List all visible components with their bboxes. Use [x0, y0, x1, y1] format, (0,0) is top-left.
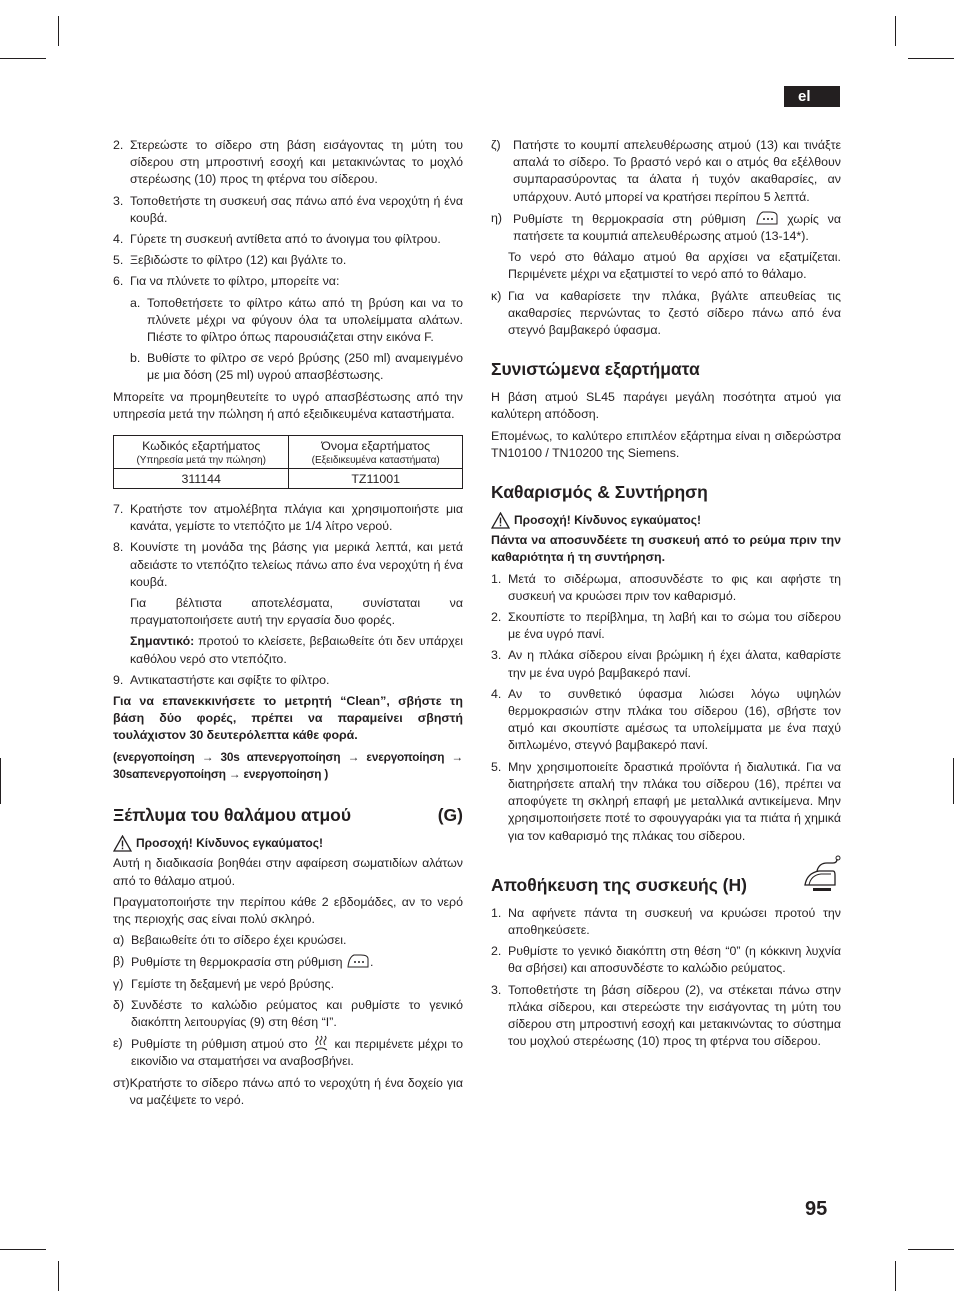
list-item [113, 953, 463, 971]
table-header-name-title: Όνομα εξαρτήματος [321, 439, 431, 454]
cleaning-steps-list [491, 571, 841, 845]
crop-mark [58, 16, 59, 46]
cleaning-section-title: Καθαρισμός & Συντήρηση [491, 482, 708, 503]
table-header-name [289, 436, 463, 469]
rinse-section-title [113, 805, 463, 825]
table-row [114, 469, 463, 489]
list-item-text: Πατήστε το κουμπί απελευθέρωσης ατμού (13) και τινάξτε απαλά το σίδερο. Το βραστό νερό και ο ατμός θα εξέλθουν συμπαρασύροντας τα άλατα ή τυχόν ακαθαρσίες, αν υπάρχουν. Αυτό μπορεί να κρατήσει περίπου 5 λεπτά. [513, 138, 841, 204]
list-item [491, 686, 841, 755]
list-item-text: Κουνίστε τη μονάδα της βάσης για μερικά λεπτά, και μετά αδειάστε το ντεπόζιτο τελείως πάνω απο ένα νεροχύτη ή ένα κουβά. [130, 540, 463, 589]
list-item-text: Αν η πλάκα σίδερου είναι βρώμικη ή έχει άλατα, καθαρίστε την με ένα υγρό βαμβακερό πανί. [508, 648, 841, 680]
list-item-text: Βυθίστε το φίλτρο σε νερό βρύσης (250 ml) αναμειγμένο με μια δόση (25 ml) υγρού απασβέστωσης. [147, 351, 463, 383]
list-item-number: 2. [491, 944, 502, 959]
list-item-number: 1. [491, 571, 502, 586]
list-item-text: Αντικαταστήστε και σφίξτε το φίλτρο. [130, 672, 330, 687]
warning-text: Προσοχή! Κίνδυνος εγκαύματος! [514, 513, 701, 528]
list-item-text: Μετά το σιδέρωμα, αποσυνδέστε το φις και αφήστε τη συσκευή να κρυώσει πριν τον καθαρισμό. [508, 571, 841, 603]
list-item [491, 905, 841, 939]
list-item [491, 609, 841, 643]
list-item [491, 137, 841, 206]
list-item-number: ζ) [491, 138, 501, 152]
table-cell-code: 311144 [114, 469, 289, 489]
temperature-max-icon [755, 210, 779, 226]
crop-mark [58, 1261, 59, 1291]
list-item [130, 295, 463, 347]
crop-mark [0, 758, 1, 804]
list-item [113, 672, 463, 689]
list-item [491, 943, 841, 977]
list-item-text: Ξεβιδώστε το φίλτρο (12) και βγάλτε το. [130, 253, 347, 268]
list-item-text: Κρατήστε τον ατμολέβητα πλάγια και χρησιμοποιήστε μια κανάτα, γεμίστε το ντεπόζιτο με 1/4 λίτρο νερού. [130, 502, 463, 534]
list-item [491, 210, 841, 245]
storage-steps-list [491, 905, 841, 1051]
list-item-number: 3. [113, 193, 124, 208]
list-item-number: 7. [113, 502, 124, 517]
crop-mark [908, 58, 954, 59]
list-item-number: α) [113, 933, 125, 948]
list-item-number: 5. [491, 759, 502, 774]
list-item-text [131, 953, 463, 971]
list-item [491, 982, 841, 1051]
list-item [130, 350, 463, 384]
list-item [113, 932, 463, 949]
list-item-text: Σκουπίστε το περίβλημα, τη λαβή και το σώμα του σίδερου με ένα υγρό πανί. [508, 610, 841, 642]
important-paragraph [130, 633, 463, 667]
reset-sequence: (ενεργοποίηση → 30s απενεργοποίηση → ενεργοποίηση → 30sαπενεργοποίηση → ενεργοποίηση ) [113, 749, 463, 781]
list-item-text [131, 1035, 463, 1070]
accessories-paragraph-2: Επομένως, το καλύτερο επιπλέον εξάρτημα είναι η σιδερώστρα TN10100 / TN10200 της Siemens. [491, 428, 841, 460]
table-cell-name: TZ11001 [289, 469, 463, 489]
crop-mark [0, 58, 46, 59]
warning-icon [113, 835, 132, 852]
storage-section-title [491, 873, 841, 895]
list-item-number: 1. [491, 905, 502, 920]
list-item-text: Τοποθετήσετε το φίλτρο κάτω από τη βρύση και να το πλύνετε μέχρι να φύγουν όλα τα υπολείμματα αλάτων. Πιέστε το φίλτρο όπως παρουσιάζεται στην εικόνα F. [147, 295, 463, 345]
left-column [113, 137, 463, 1113]
list-item-text-part: . [369, 955, 374, 970]
list-item-number: 2. [491, 610, 502, 625]
list-item-number: 8. [113, 540, 124, 555]
important-label: Σημαντικό: [130, 634, 195, 649]
steps-list-b [113, 501, 463, 591]
list-item [491, 647, 841, 681]
list-item-number: 6. [113, 274, 124, 289]
list-item-text-part: και περιμένετε μέχρι το εικονίδιο να σταματήσει να αναβοσβήνει. [131, 1037, 463, 1069]
list-item [113, 252, 463, 269]
list-item-text: Τοποθετήστε τη συσκευή σας πάνω από ένα νεροχύτη ή ένα κουβά. [130, 193, 463, 225]
list-item [113, 273, 463, 290]
warning-text: Προσοχή! Κίνδυνος εγκαύματος! [136, 836, 323, 851]
table-header-name-sub: (Εξειδικευμένα καταστήματα) [311, 455, 440, 467]
sub-steps-list [130, 295, 463, 385]
crop-mark [908, 1249, 954, 1250]
list-item [113, 231, 463, 248]
list-item-text: Να αφήνετε πάντα τη συσκευή να κρυώσει προτού την αποθηκεύσετε. [508, 905, 841, 937]
parts-table [113, 435, 463, 489]
list-item-number: στ) [113, 1075, 130, 1090]
unplug-notice: Πάντα να αποσυνδέετε τη συσκευή από το ρεύμα πριν την καθαριότητα ή τη συντήρηση. [491, 533, 841, 565]
list-item-number: δ) [113, 997, 125, 1012]
crop-mark [895, 1261, 896, 1291]
list-item-number: 9. [113, 672, 124, 687]
list-item-text-part: Ρυθμίστε τη ρύθμιση ατμού στο [131, 1037, 313, 1052]
list-item-number: 3. [491, 648, 502, 663]
list-item-number: γ) [113, 976, 124, 991]
list-item-text [513, 210, 841, 245]
temperature-max-icon [346, 953, 370, 969]
list-item-number: β) [113, 954, 125, 969]
important-text: προτού το κλείσετε, βεβαιωθείτε ότι δεν υπάρχει καθόλου νερό στο ντεπόζιτο. [130, 634, 463, 666]
list-item-text: Για να καθαρίσετε την πλάκα, βγάλτε απευθείας τις ακαθαρσίες περνώντας το ζεστό σίδερο πάνω από ένα στεγνό βαμβακερό ύφασμα. [508, 288, 841, 338]
list-item-text: Βεβαιωθείτε ότι το σίδερο έχει κρυώσει. [131, 933, 347, 948]
reset-counter-paragraph: Για να επανεκκινήσετε το μετρητή “Clean”, σβήστε τη βάση δύο φορές, πρέπει να παραμείνει σβηστή τουλάχιστον 30 δευτερόλεπτα κάθε φορά. [113, 694, 463, 743]
list-item-number: 4. [491, 686, 502, 701]
list-item-text: Ρυθμίστε το γενικό διακόπτη στη θέση “0” (η κόκκινη λυχνία θα σβήσει) και αποσυνδέστε το καλώδιο ρεύματος. [508, 944, 841, 976]
list-item-number: 5. [113, 253, 124, 268]
list-item [491, 288, 841, 340]
list-item-number: 4. [113, 232, 124, 247]
list-item-number: 3. [491, 982, 502, 997]
steam-setting-icon [312, 1035, 330, 1051]
list-item-number: b. [130, 351, 141, 366]
list-item-number: a. [130, 295, 141, 310]
list-item-number: 2. [113, 138, 124, 152]
list-item-text: Τοποθετήστε τη βάση σίδερου (2), να στέκεται πάνω στην πλάκα σίδερου, και στερεώστε την εισάγοντας τη μύτη του σίδερου στη μπροστινή εσοχή και μετακινώντας το σύστημα του μοχλού στερέωσης (10) προς τη φτέρνα του σίδερου. [508, 982, 841, 1049]
list-item-text: Αν το συνθετικό ύφασμα λιώσει λόγω υψηλών θερμοκρασιών στην πλάκα του σίδερου (16), σβήστε τον ατμό και σκουπίστε αμέσως τα υπολείμματα με ένα παχύ διπλωμένο, στεγνό βαμβακερό πανί. [508, 686, 841, 753]
crop-mark [0, 1249, 46, 1250]
warning-icon [491, 512, 510, 529]
list-item-text: Γεμίστε τη δεξαμενή με νερό βρύσης. [131, 976, 335, 991]
burn-warning [491, 512, 841, 529]
rinse-title-text: Ξέπλυμα του θαλάμου ατμού [113, 805, 352, 826]
list-item [113, 976, 463, 993]
crop-mark [895, 16, 896, 46]
list-item [113, 137, 463, 189]
evaporation-note: Το νερό στο θάλαμο ατμού θα αρχίσει να εξατμίζεται. Περιμένετε μέχρι να εξατμιστεί το νερό από το θάλαμο. [508, 250, 841, 282]
list-item-text: Μην χρησιμοποιείτε δραστικά προϊόντα ή διαλυτικά. Για να διατηρήσετε απαλή την πλάκα του σίδερου (16), πρέπει να αποφύγετε τη σκληρή επαφή με μεταλλικά αντικείμενα. Μην χρησιμοποιήσετε ποτέ το σφουγγαράκι για τα πιάτα ή χημικά για τον καθαρισμό της πλάκας του σίδερου. [508, 759, 841, 843]
list-item [113, 193, 463, 227]
list-item-text-part: χωρίς να πατήσετε τα κουμπιά απελευθέρωσης ατμού (13-14*). [513, 211, 841, 244]
list-item-text: Γύρετε τη συσκευή αντίθετα από το άνοιγμα του φίλτρου. [130, 232, 441, 247]
list-item-text: Για να πλύνετε το φίλτρο, μπορείτε να: [130, 274, 340, 289]
storage-title-text: Αποθήκευση της συσκευής (H) [491, 874, 747, 895]
rinse-title-tag: (G) [437, 805, 463, 826]
list-item [491, 571, 841, 605]
accessories-section-title: Συνιστώμενα εξαρτήματα [491, 359, 700, 380]
table-header-code-sub: (Υπηρεσία μετά την πώληση) [136, 455, 266, 467]
steps-list-a [113, 137, 463, 291]
list-item [113, 501, 463, 535]
table-header-code-title: Κωδικός εξαρτήματος [142, 439, 261, 454]
list-item [113, 1035, 463, 1070]
burn-warning [113, 835, 463, 852]
list-item-text: Κρατήστε το σίδερο πάνω από το νεροχύτη ή ένα δοχείο για να μαζέψετε το νερό. [129, 1075, 463, 1107]
list-item [491, 759, 841, 845]
list-item-number: ε) [113, 1036, 123, 1051]
rinse-paragraph-2: Πραγματοποιήστε την περίπου κάθε 2 εβδομάδες, αν το νερό της περιοχής σας είναι πολύ σκληρό. [113, 894, 463, 926]
list-item-text: Συνδέστε το καλώδιο ρεύματος και ρυθμίστε το γενικό διακόπτη λειτουργίας (9) στη θέση “I”. [131, 997, 463, 1029]
right-column [491, 137, 841, 1054]
list-item-number: κ) [491, 288, 502, 303]
list-item [113, 1075, 463, 1109]
page-number: 95 [805, 1198, 828, 1220]
best-results-paragraph: Για βέλτιστα αποτελέσματα, συνίσταται να πραγματοποιήσετε αυτή την εργασία δυο φορές. [130, 596, 463, 628]
list-item-text-part: Ρυθμίστε τη θερμοκρασία στη ρύθμιση [131, 955, 346, 970]
list-item [113, 539, 463, 591]
accessories-paragraph-1: Η βάση ατμού SL45 παράγει μεγάλη ποσότητα ατμού για καλύτερη απόδοση. [491, 390, 841, 422]
table-header-code [114, 436, 289, 469]
language-tab: el [784, 86, 840, 107]
list-item-text-part: Ρυθμίστε τη θερμοκρασία στη ρύθμιση [513, 211, 755, 226]
list-item-number: η) [491, 210, 503, 225]
supply-paragraph: Μπορείτε να προμηθευτείτε το υγρό απασβέστωσης από την υπηρεσία μετά την πώληση ή από εξειδικευμένα καταστήματα. [113, 389, 463, 421]
list-item-text: Στερεώστε το σίδερο στη βάση εισάγοντας τη μύτη του σίδερου στη μπροστινή εσοχή και μετακινώντας το μοχλό στερέωσης (10) προς τη φτέρνα του σίδερου. [130, 138, 463, 187]
rinse-paragraph-1: Αυτή η διαδικασία βοηθάει στην αφαίρεση σωματιδίων αλάτων από το θάλαμο ατμού. [113, 856, 463, 888]
iron-storage-icon [797, 855, 841, 895]
list-item [113, 997, 463, 1031]
